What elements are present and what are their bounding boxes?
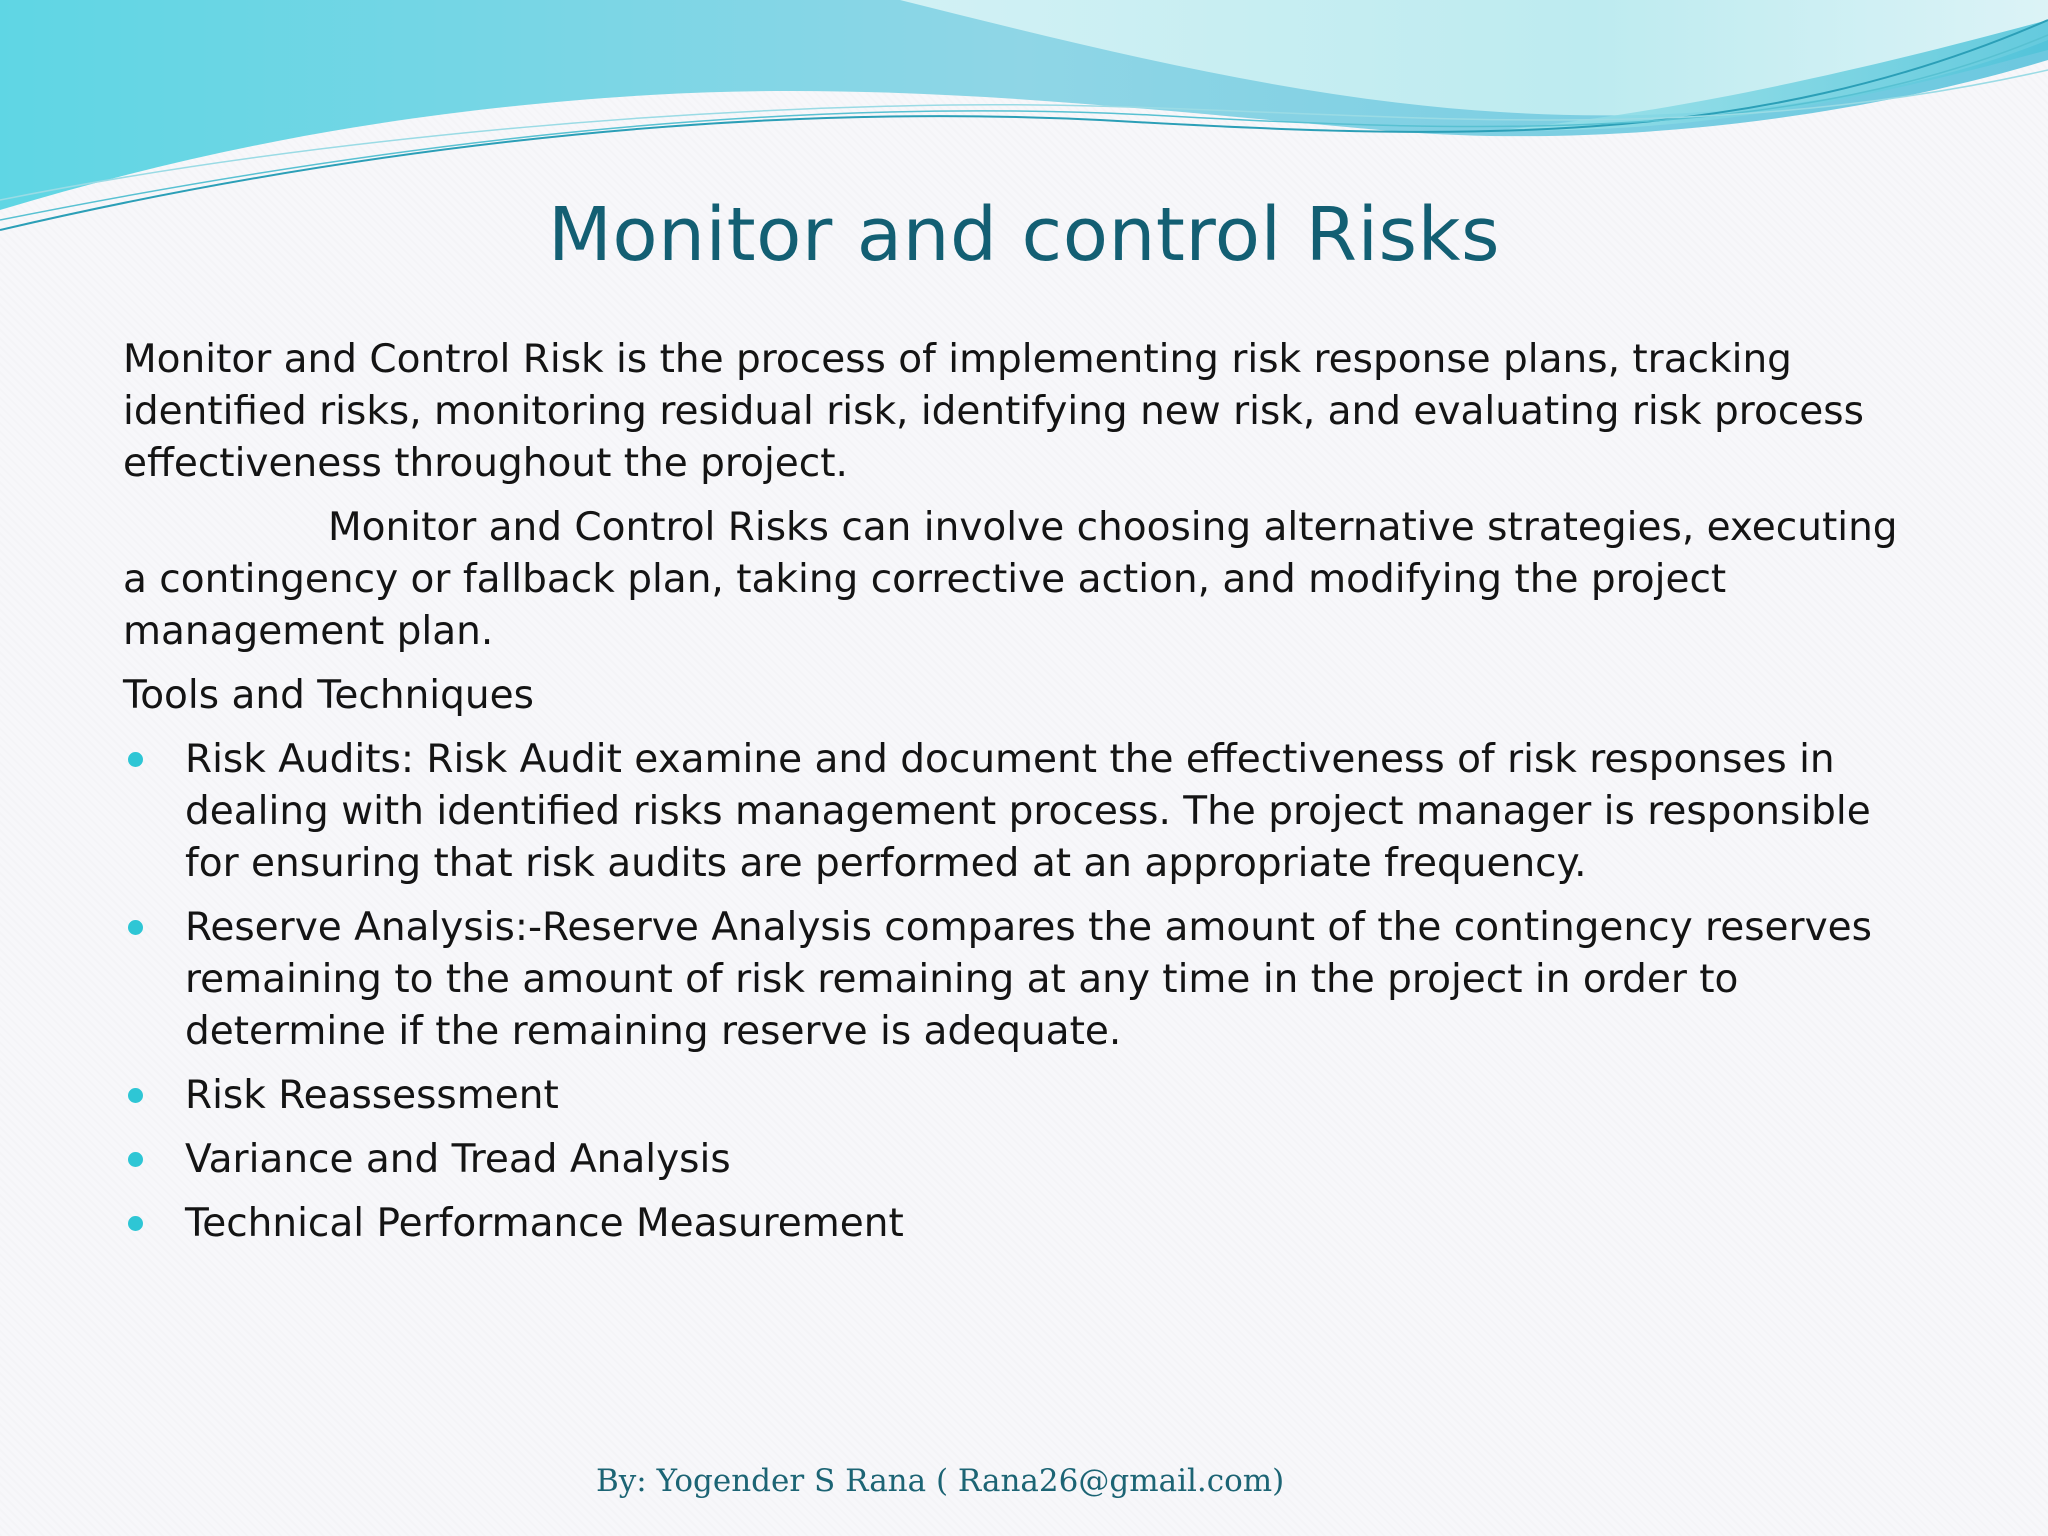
tools-bullet-list — [123, 734, 1933, 1250]
slide-body — [123, 334, 1933, 1262]
list-item — [123, 1070, 1933, 1122]
intro-paragraph: Monitor and Control Risk is the process of implementing risk response plans, tracking identified risks, monitoring residual risk, identifying new risk, and evaluating risk process effectiveness throughout the project. — [123, 337, 1864, 486]
bullet-dot-icon — [128, 752, 143, 767]
list-item — [123, 902, 1933, 1058]
bullet-dot-icon — [128, 1216, 143, 1231]
bullet-text: Technical Performance Measurement — [185, 1201, 904, 1246]
bullet-text: Variance and Tread Analysis — [185, 1137, 731, 1182]
bullet-text: Risk Audits: Risk Audit examine and document the effectiveness of risk responses in dealing with identified risks management process. The project manager is responsible for ensuring that risk audits are performed at an appropriate frequency. — [185, 737, 1871, 886]
secondary-paragraph: Monitor and Control Risks can involve choosing alternative strategies, executing a contingency or fallback plan, taking corrective action, and modifying the project management plan. — [123, 505, 1898, 654]
list-item — [123, 1134, 1933, 1186]
bullet-dot-icon — [128, 920, 143, 935]
list-item — [123, 734, 1933, 890]
author-footer: By: Yogender S Rana ( Rana26@gmail.com) — [596, 1463, 1285, 1499]
bullet-dot-icon — [128, 1088, 143, 1103]
bullet-text: Reserve Analysis:-Reserve Analysis compares the amount of the contingency reserves remaining to the amount of risk remaining at any time in the project in order to determine if the remaining reserve is adequate. — [185, 905, 1872, 1054]
slide-title: Monitor and control Risks — [547, 192, 1501, 278]
list-item — [123, 1198, 1933, 1250]
bullet-text: Risk Reassessment — [185, 1073, 559, 1118]
bullet-dot-icon — [128, 1152, 143, 1167]
tools-heading: Tools and Techniques — [123, 673, 534, 718]
